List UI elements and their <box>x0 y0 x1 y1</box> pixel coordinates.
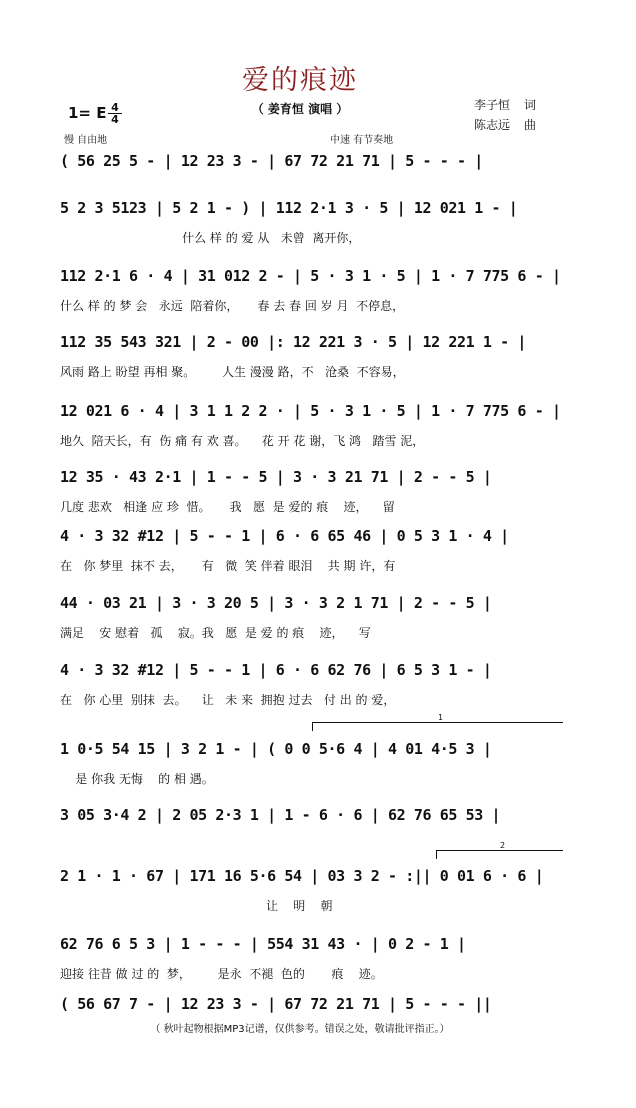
notes-row: 112 35 543 321 | 2 - 00 |: 12 221 3 · 5 | 12 221 1 - | <box>60 333 527 351</box>
lyricist-name: 李子恒 <box>474 98 511 112</box>
transcription-note: （ 秋叶起物根据MP3记谱，仅供参考。错误之处，敬请批评指正。） <box>150 1024 450 1035</box>
key-signature: 1= E <box>68 104 107 122</box>
notes-row: ( 56 25 5 - | 12 23 3 - | 67 72 21 71 | 5 - - - | <box>60 152 483 170</box>
lyrics-row: 几度 悲欢 相逢 应 珍 惜。 我 愿 是 爱的 痕 迹， 留 <box>60 500 395 514</box>
lyricist-role: 词 <box>524 98 537 112</box>
notes-row: 5 2 3 5123 | 5 2 1 - ) | 112 2·1 3 · 5 | 12 021 1 - | <box>60 199 518 217</box>
meter-bottom: 4 <box>111 113 119 126</box>
song-title: 爱的痕迹 <box>242 65 358 96</box>
volta-bracket-2 <box>436 841 563 859</box>
notes-row: 112 2·1 6 · 4 | 31 012 2 - | 5 · 3 1 · 5 | 1 · 7 775 6 - | <box>60 267 561 285</box>
notes-row: 3 05 3·4 2 | 2 05 2·3 1 | 1 - 6 · 6 | 62 76 65 53 | <box>60 806 501 824</box>
notes-row: 4 · 3 32 #12 | 5 - - 1 | 6 · 6 65 46 | 0 5 3 1 · 4 | <box>60 527 509 545</box>
volta-number: 2 <box>500 841 506 850</box>
time-signature <box>108 102 122 125</box>
notes-row: 12 021 6 · 4 | 3 1 1 2 2 · | 5 · 3 1 · 5 | 1 · 7 775 6 - | <box>60 402 561 420</box>
lyrics-row: 什么 样 的 梦 会 永远 陪着你， 春 去 春 回 岁 月 不停息， <box>60 299 405 313</box>
notes-row: 1 0·5 54 15 | 3 2 1 - | ( 0 0 5·6 4 | 4 01 4·5 3 | <box>60 740 492 758</box>
composer-role: 曲 <box>524 118 537 132</box>
volta-number: 1 <box>438 713 444 722</box>
lyrics-row: 风雨 路上 盼望 再相 聚。 人生 漫漫 路，不 沧桑 不容易， <box>60 365 405 379</box>
lyrics-row: 在 你 梦里 抹不 去， 有 微 笑 伴着 眼泪 共 期 许，有 <box>60 559 396 573</box>
notes-row: 4 · 3 32 #12 | 5 - - 1 | 6 · 6 62 76 | 6 5 3 1 - | <box>60 661 492 679</box>
singer-credit: （ 姜育恒 演唱 ） <box>251 102 349 116</box>
lyrics-row: 是 你我 无悔 的 相 遇。 <box>60 772 214 786</box>
tempo-intro: 慢 自由地 <box>64 135 108 146</box>
lyrics-row: 迎接 往昔 做 过 的 梦， 是永 不褪 色的 痕 迹。 <box>60 967 383 981</box>
notes-row: 12 35 · 43 2·1 | 1 - - 5 | 3 · 3 21 71 | 2 - - 5 | <box>60 468 492 486</box>
lyrics-row: 让 明 朝 <box>60 899 333 913</box>
lyrics-row: 地久 陪天长，有 伤 痛 有 欢 喜。 花 开 花 谢，飞 鸿 踏雪 泥， <box>60 434 425 448</box>
notes-row: 62 76 6 5 3 | 1 - - - | 554 31 43 · | 0 2 - 1 | <box>60 935 466 953</box>
notes-row: 44 · 03 21 | 3 · 3 20 5 | 3 · 3 2 1 71 | 2 - - 5 | <box>60 594 492 612</box>
tempo-main: 中速 有节奏地 <box>330 135 394 146</box>
lyrics-row: 在 你 心里 别抹 去。 让 未 来 拥抱 过去 付 出 的 爱， <box>60 693 396 707</box>
notes-row: 2 1 · 1 · 67 | 171 16 5·6 54 | 03 3 2 - :|| 0 01 6 · 6 | <box>60 867 544 885</box>
volta-bracket-1 <box>312 713 563 731</box>
lyricist-credit <box>474 96 536 113</box>
meter-top: 4 <box>108 102 122 114</box>
composer-credit <box>474 116 536 133</box>
lyrics-row: 满足 安 慰着 孤 寂。我 愿 是 爱 的 痕 迹， 写 <box>60 626 371 640</box>
lyrics-row: 什么 样 的 爱 从 未曾 离开你， <box>60 231 361 245</box>
composer-name: 陈志远 <box>474 118 511 132</box>
notes-row: ( 56 67 7 - | 12 23 3 - | 67 72 21 71 | 5 - - - || <box>60 995 492 1013</box>
